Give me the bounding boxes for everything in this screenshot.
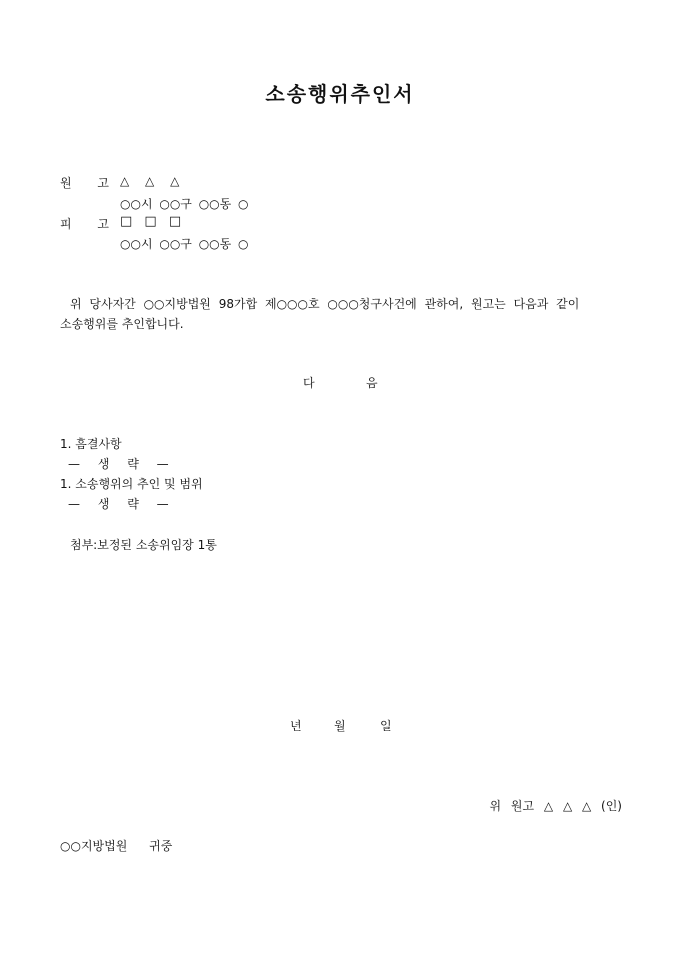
item-1-title: 1. 흠결사항 xyxy=(60,437,122,451)
document-title: 소송행위추인서 xyxy=(265,82,415,106)
date-year: 년 xyxy=(290,719,302,733)
plaintiff-address: ○○시 ○○구 ○○동 ○ xyxy=(120,197,249,211)
plaintiff-name: △ △ △ xyxy=(120,174,180,188)
plaintiff-label xyxy=(60,174,109,191)
defendant-address: ○○시 ○○구 ○○동 ○ xyxy=(120,237,249,251)
signature-line: 위 원고 △ △ △ (인) xyxy=(489,799,622,813)
heading-right: 음 xyxy=(366,376,378,390)
body-line-1: 위 당사자간 ○○지방법원 98가합 제○○○호 ○○○청구사건에 관하여, 원고는 다음과 같이 xyxy=(70,297,580,311)
date-day: 일 xyxy=(380,719,392,733)
defendant-name: □ □ □ xyxy=(120,214,182,229)
plaintiff-label-text: 원 고 xyxy=(60,176,109,190)
item-1-detail: — 생 략 — xyxy=(68,457,169,471)
addressee: ○○지방법원 귀중 xyxy=(60,839,173,853)
item-2-title: 1. 소송행위의 추인 및 범위 xyxy=(60,477,203,491)
heading-left: 다 xyxy=(303,376,315,390)
attachment-note: 첨부:보정된 소송위임장 1통 xyxy=(70,538,217,552)
item-2-detail: — 생 략 — xyxy=(68,497,169,511)
date-month: 월 xyxy=(334,719,346,733)
defendant-label xyxy=(60,215,109,232)
body-line-2: 소송행위를 추인합니다. xyxy=(60,317,184,331)
defendant-label-text: 피 고 xyxy=(60,217,109,231)
